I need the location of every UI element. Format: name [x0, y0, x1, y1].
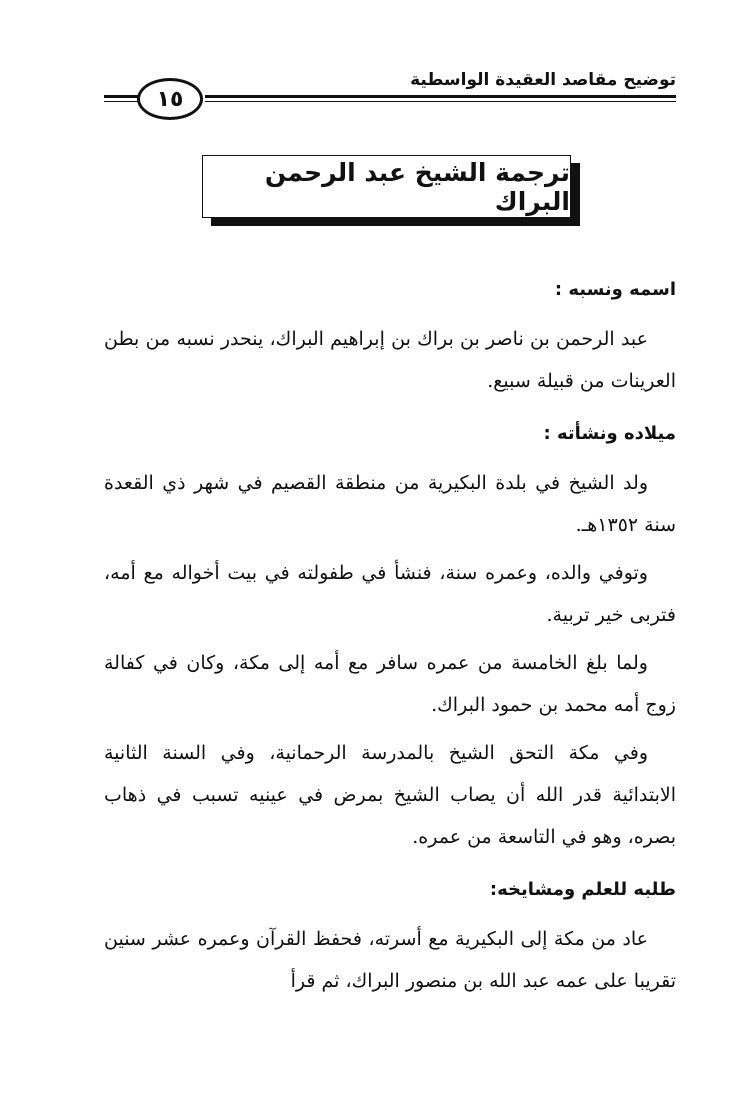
paragraph: ولد الشيخ في بلدة البكيرية من منطقة القصيم في شهر ذي القعدة سنة ١٣٥٢هـ. — [104, 472, 676, 536]
page-number: ١٥ — [156, 86, 184, 112]
chapter-title: ترجمة الشيخ عبد الرحمن البراك — [264, 157, 570, 216]
page-body — [104, 270, 676, 1002]
header-rule-left-thick — [104, 95, 138, 98]
paragraph: عبد الرحمن بن ناصر بن براك بن إبراهيم البراك، ينحدر نسبه من بطن العرينات من قبيلة سبيع. — [104, 328, 676, 392]
header-rule-thin — [205, 101, 676, 102]
header-rule-thick — [205, 95, 676, 98]
section-heading-birth-upbringing: ميلاده ونشأته : — [543, 423, 676, 444]
chapter-title-box — [202, 155, 571, 218]
paragraph: عاد من مكة إلى البكيرية مع أسرته، فحفظ القرآن وعمره عشر سنين تقريبا على عمه عبد الله بن منصور البراك، ثم قرأ — [104, 928, 676, 992]
paragraph: وتوفي والده، وعمره سنة، فنشأ في طفولته في بيت أخواله مع أمه، فتربى خير تربية. — [104, 562, 676, 626]
header-rule-left-thin — [104, 101, 138, 102]
running-head-title: توضيح مقاصد العقيدة الواسطية — [410, 70, 676, 90]
paragraph: ولما بلغ الخامسة من عمره سافر مع أمه إلى مكة، وكان في كفالة زوج أمه محمد بن حمود البراك. — [104, 652, 676, 716]
paragraph: وفي مكة التحق الشيخ بالمدرسة الرحمانية، وفي السنة الثانية الابتدائية قدر الله أن يصاب الشيخ بمرض في عينيه تسبب في ذهاب بصره، وهو في التاسعة من عمره. — [104, 742, 676, 848]
section-heading-name-lineage: اسمه ونسبه : — [554, 279, 676, 300]
page-number-badge — [137, 78, 203, 120]
section-heading-studies-teachers: طلبه للعلم ومشايخه: — [489, 879, 676, 900]
